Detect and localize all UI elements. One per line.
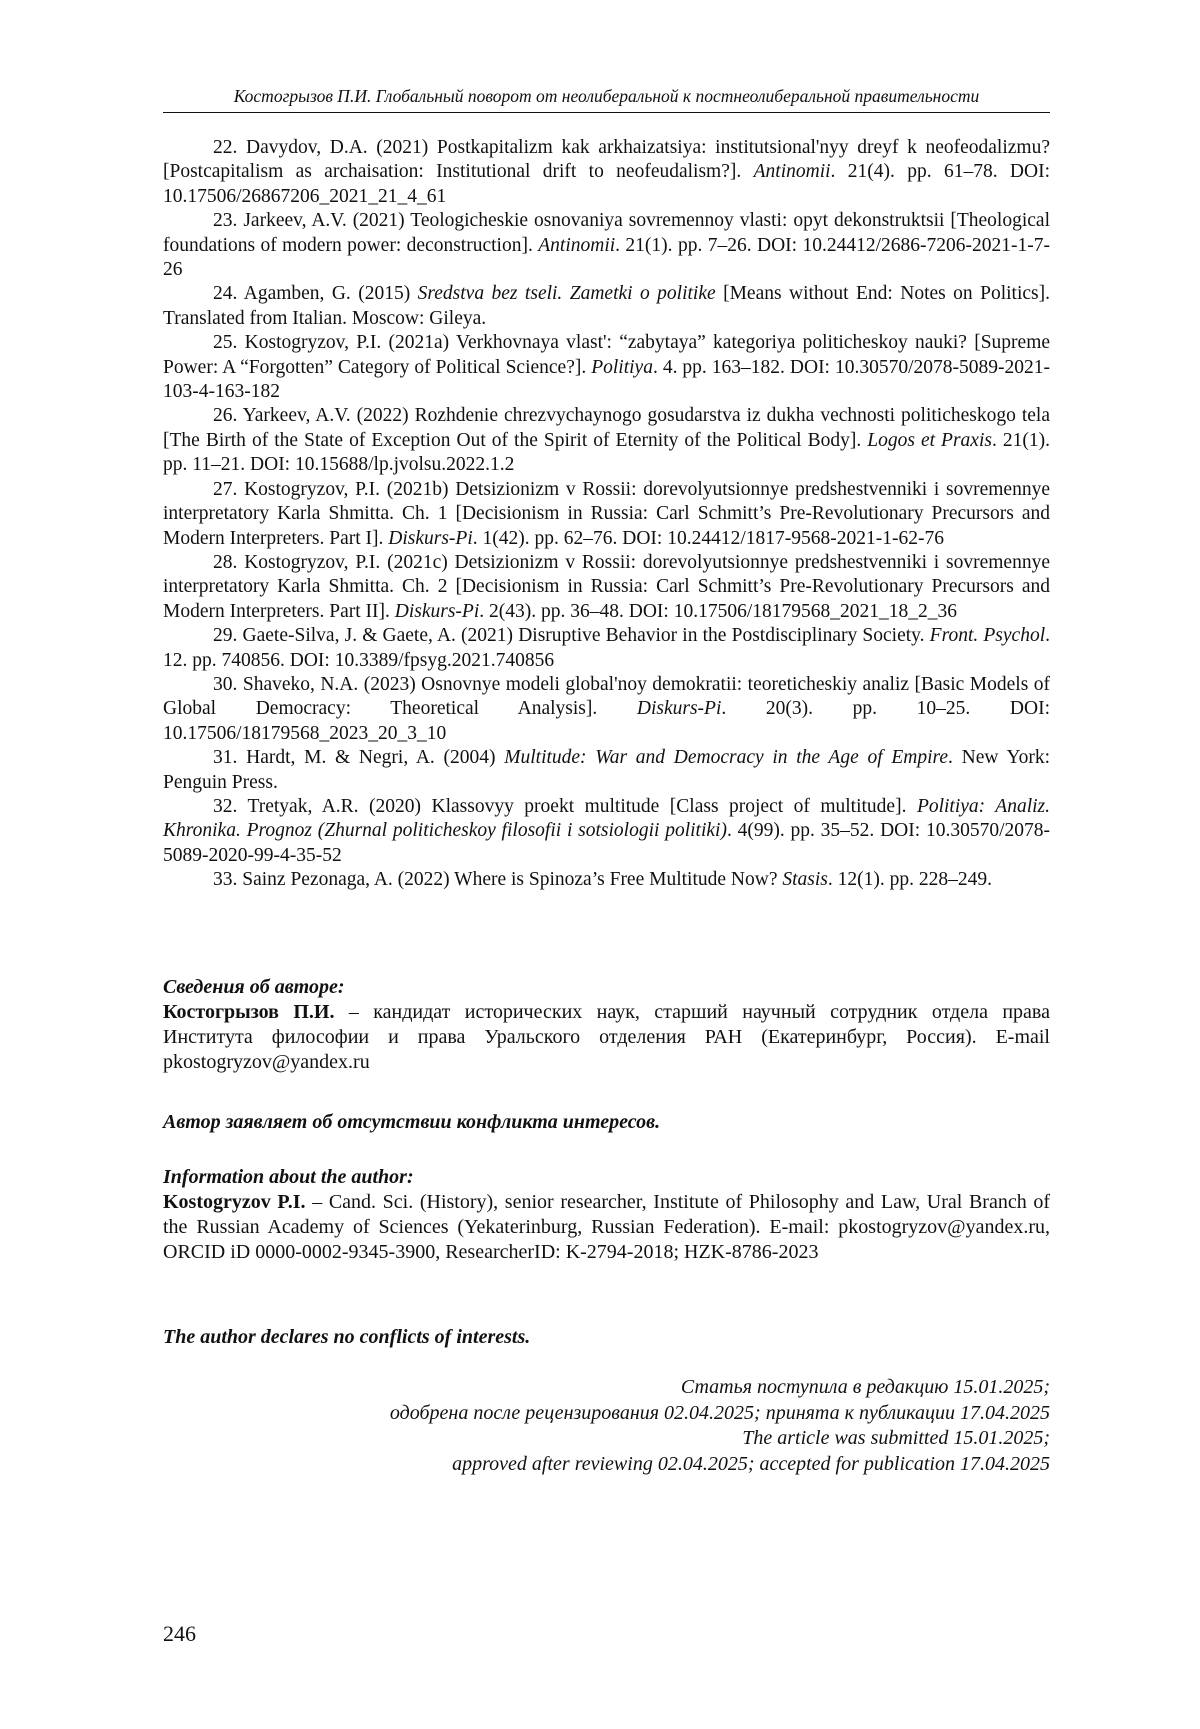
reference-item: 29. Gaete-Silva, J. & Gaete, A. (2021) Disruptive Behavior in the Postdisciplinary Society. Front. Psychol. 12. pp. 740856. DOI: 10.3389/fpsyg.2021.740856 [163, 625, 1050, 671]
reference-item: 27. Kostogryzov, P.I. (2021b) Detsizionizm v Rossii: dorevolyutsionnye predshestvenniki i sovremennye interpretatory Karla Shmitta. Ch. 1 [Decisionism in Russia: Carl Schmitt’s Pre-Revolutionary Precursors and Modern Interpreters. Part I]. Diskurs-Pi. 1(42). pp. 62–76. DOI: 10.24412/1817-9568-2021-1-62-76 [163, 478, 1050, 549]
author-info-en-heading: Information about the author: [163, 1166, 414, 1188]
conflict-statement-en: The author declares no conflicts of interests. [163, 1326, 531, 1348]
author-info-ru-text: Костогрызов П.И. – кандидат исторических наук, старший научный сотрудник отдела права Института философии и права Уральского отделения РАН (Екатеринбург, Россия). E-mail pkostogryzov@yandex.ru [163, 1001, 1050, 1073]
reference-item: 32. Tretyak, A.R. (2020) Klassovyy proekt multitude [Class project of multitude]. Politiya: Analiz. Khronika. Prognoz (Zhurnal politicheskoy filosofii i sotsiologii politiki). 4(99). pp. 35–52. DOI: 10.30570/2078-5089-2020-99-4-35-52 [163, 795, 1050, 866]
dates-ru-approved: одобрена после рецензирования 02.04.2025; принята к публикации 17.04.2025 [389, 1401, 1050, 1424]
reference-item: 30. Shaveko, N.A. (2023) Osnovnye modeli global'noy demokratii: teoreticheskiy analiz [Basic Models of Global Democracy: Theoretical Analysis]. Diskurs-Pi. 20(3). pp. 10–25. DOI: 10.17506/18179568_2023_20_3_10 [163, 673, 1051, 744]
reference-list [163, 136, 1050, 893]
dates-ru-submitted: Статья поступила в редакцию 15.01.2025; [680, 1376, 1050, 1398]
running-header: Костогрызов П.И. Глобальный поворот от неолиберальной к постнеолиберальной правительности [233, 86, 980, 106]
reference-item: 28. Kostogryzov, P.I. (2021c) Detsizionizm v Rossii: dorevolyutsionnye predshestvenniki i sovremennye interpretatory Karla Shmitta. Ch. 2 [Decisionism in Russia: Carl Schmitt’s Pre-Revolutionary Precursors and Modern Interpreters. Part II]. Diskurs-Pi. 2(43). pp. 36–48. DOI: 10.17506/18179568_2021_18_2_36 [163, 551, 1050, 622]
reference-item: 22. Davydov, D.A. (2021) Postkapitalizm kak arkhaizatsiya: institutsional'nyy dreyf k neofeodalizmu? [Postcapitalism as archaisation: Institutional drift to neofeudalism?]. Antinomii. 21(4). pp. 61–78. DOI: 10.17506/26867206_2021_21_4_61 [163, 137, 1050, 207]
page-number: 246 [163, 1621, 196, 1646]
author-name-ru: Костогрызов П.И. [163, 1001, 335, 1023]
dates-en-approved: approved after reviewing 02.04.2025; accepted for publication 17.04.2025 [452, 1452, 1050, 1475]
author-name-en: Kostogryzov P.I. [163, 1191, 306, 1213]
reference-item: 26. Yarkeev, A.V. (2022) Rozhdenie chrezvychaynogo gosudarstva iz dukha vechnosti politicheskogo tela [The Birth of the State of Exception Out of the Spirit of Eternity of the Political Body]. Logos et Praxis. 21(1). pp. 11–21. DOI: 10.15688/lp.jvolsu.2022.1.2 [163, 405, 1051, 476]
author-info-ru [163, 975, 1050, 1075]
dates-en-submitted: The article was submitted 15.01.2025; [742, 1427, 1050, 1449]
author-info-en-text: Kostogryzov P.I. – Cand. Sci. (History), senior researcher, Institute of Philosophy and Law, Ural Branch of the Russian Academy of Sciences (Yekaterinburg, Russian Federation). E-mail: pkostogryzov@yandex.ru, ORCID iD 0000-0002-9345-3900, ResearcherID: K-2794-2018; HZK-8786-2023 [163, 1191, 1050, 1263]
author-info-en [163, 1165, 1050, 1265]
article-dates [163, 1375, 1050, 1477]
header-rule [163, 112, 1050, 113]
reference-item: 23. Jarkeev, A.V. (2021) Teologicheskie osnovaniya sovremennoy vlasti: opyt dekonstruktsii [Theological foundations of modern power: deconstruction]. Antinomii. 21(1). pp. 7–26. DOI: 10.24412/2686-7206-2021-1-7-26 [163, 210, 1051, 281]
conflict-statement-ru: Автор заявляет об отсутствии конфликта интересов. [163, 1111, 661, 1133]
reference-item: 33. Sainz Pezonaga, A. (2022) Where is Spinoza’s Free Multitude Now? Stasis. 12(1). pp. 228–249. [213, 869, 992, 891]
reference-item: 25. Kostogryzov, P.I. (2021a) Verkhovnaya vlast': “zabytaya” kategoriya politicheskoy nauki? [Supreme Power: A “Forgotten” Category of Political Science?]. Politiya. 4. pp. 163–182. DOI: 10.30570/2078-5089-2021-103-4-163-182 [163, 332, 1051, 403]
reference-item: 31. Hardt, M. & Negri, A. (2004) Multitude: War and Democracy in the Age of Empire. New York: Penguin Press. [163, 747, 1051, 793]
author-info-ru-heading: Сведения об авторе: [163, 976, 345, 998]
reference-item: 24. Agamben, G. (2015) Sredstva bez tseli. Zametki o politike [Means without End: Notes on Politics]. Translated from Italian. Moscow: Gileya. [163, 283, 1050, 329]
